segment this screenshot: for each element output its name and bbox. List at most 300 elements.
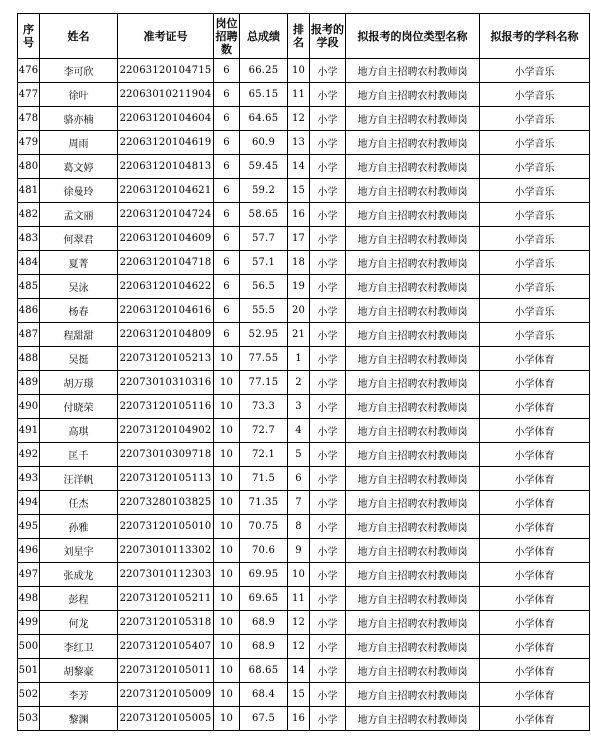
cell-subject: 小学体育 bbox=[480, 659, 590, 683]
cell-stage: 小学 bbox=[310, 83, 346, 107]
table-row bbox=[18, 419, 590, 443]
cell-stage: 小学 bbox=[310, 491, 346, 515]
cell-subject: 小学体育 bbox=[480, 587, 590, 611]
table-body bbox=[18, 59, 590, 731]
cell-position-type: 地方自主招聘农村教师岗 bbox=[346, 443, 480, 467]
cell-ticket: 22073120105116 bbox=[118, 395, 214, 419]
cell-rank: 12 bbox=[288, 635, 310, 659]
cell-stage: 小学 bbox=[310, 611, 346, 635]
table-row bbox=[18, 683, 590, 707]
cell-ticket: 22073120105113 bbox=[118, 467, 214, 491]
cell-position-type: 地方自主招聘农村教师岗 bbox=[346, 371, 480, 395]
cell-seq: 495 bbox=[18, 515, 40, 539]
cell-ticket: 22063120104724 bbox=[118, 203, 214, 227]
cell-rank: 11 bbox=[288, 83, 310, 107]
cell-ticket: 22073120104902 bbox=[118, 419, 214, 443]
cell-position-type: 地方自主招聘农村教师岗 bbox=[346, 131, 480, 155]
cell-subject: 小学体育 bbox=[480, 371, 590, 395]
table-row bbox=[18, 107, 590, 131]
table-row bbox=[18, 539, 590, 563]
cell-quota: 10 bbox=[214, 707, 240, 731]
cell-score: 71.35 bbox=[240, 491, 288, 515]
cell-score: 55.5 bbox=[240, 299, 288, 323]
cell-ticket: 22063120104621 bbox=[118, 179, 214, 203]
cell-quota: 6 bbox=[214, 155, 240, 179]
table-row bbox=[18, 395, 590, 419]
cell-seq: 499 bbox=[18, 611, 40, 635]
cell-stage: 小学 bbox=[310, 515, 346, 539]
cell-score: 72.7 bbox=[240, 419, 288, 443]
cell-subject: 小学体育 bbox=[480, 419, 590, 443]
cell-quota: 6 bbox=[214, 251, 240, 275]
cell-quota: 10 bbox=[214, 659, 240, 683]
cell-stage: 小学 bbox=[310, 659, 346, 683]
cell-name: 孟文丽 bbox=[40, 203, 118, 227]
cell-subject: 小学音乐 bbox=[480, 203, 590, 227]
cell-score: 70.6 bbox=[240, 539, 288, 563]
cell-stage: 小学 bbox=[310, 467, 346, 491]
cell-rank: 14 bbox=[288, 155, 310, 179]
cell-rank: 15 bbox=[288, 179, 310, 203]
table-row bbox=[18, 59, 590, 83]
cell-rank: 15 bbox=[288, 683, 310, 707]
cell-quota: 10 bbox=[214, 683, 240, 707]
cell-score: 73.3 bbox=[240, 395, 288, 419]
table-row bbox=[18, 491, 590, 515]
cell-score: 71.5 bbox=[240, 467, 288, 491]
table-row bbox=[18, 635, 590, 659]
cell-seq: 485 bbox=[18, 275, 40, 299]
cell-ticket: 22063120104619 bbox=[118, 131, 214, 155]
cell-name: 徐曼玲 bbox=[40, 179, 118, 203]
cell-quota: 10 bbox=[214, 491, 240, 515]
cell-quota: 10 bbox=[214, 563, 240, 587]
header-ticket-text: 准考证号 bbox=[143, 29, 188, 43]
cell-seq: 480 bbox=[18, 155, 40, 179]
cell-position-type: 地方自主招聘农村教师岗 bbox=[346, 59, 480, 83]
cell-rank: 16 bbox=[288, 707, 310, 731]
cell-position-type: 地方自主招聘农村教师岗 bbox=[346, 707, 480, 731]
header-subject-text: 拟报考的学科名称 bbox=[490, 29, 579, 43]
cell-seq: 486 bbox=[18, 299, 40, 323]
cell-position-type: 地方自主招聘农村教师岗 bbox=[346, 107, 480, 131]
cell-name: 徐叶 bbox=[40, 83, 118, 107]
cell-name: 任杰 bbox=[40, 491, 118, 515]
cell-score: 77.55 bbox=[240, 347, 288, 371]
cell-ticket: 22063120104718 bbox=[118, 251, 214, 275]
cell-name: 李芳 bbox=[40, 683, 118, 707]
cell-position-type: 地方自主招聘农村教师岗 bbox=[346, 611, 480, 635]
cell-seq: 496 bbox=[18, 539, 40, 563]
cell-quota: 6 bbox=[214, 59, 240, 83]
table-row bbox=[18, 443, 590, 467]
cell-score: 69.95 bbox=[240, 563, 288, 587]
cell-ticket: 22063120104813 bbox=[118, 155, 214, 179]
table-row bbox=[18, 659, 590, 683]
cell-position-type: 地方自主招聘农村教师岗 bbox=[346, 515, 480, 539]
cell-position-type: 地方自主招聘农村教师岗 bbox=[346, 203, 480, 227]
cell-rank: 21 bbox=[288, 323, 310, 347]
cell-quota: 10 bbox=[214, 419, 240, 443]
cell-name: 匡千 bbox=[40, 443, 118, 467]
cell-name: 吴挺 bbox=[40, 347, 118, 371]
header-ticket bbox=[118, 14, 214, 59]
cell-subject: 小学体育 bbox=[480, 539, 590, 563]
cell-quota: 10 bbox=[214, 539, 240, 563]
cell-seq: 501 bbox=[18, 659, 40, 683]
cell-position-type: 地方自主招聘农村教师岗 bbox=[346, 563, 480, 587]
cell-seq: 481 bbox=[18, 179, 40, 203]
table-row bbox=[18, 155, 590, 179]
cell-subject: 小学体育 bbox=[480, 611, 590, 635]
cell-ticket: 22063120104609 bbox=[118, 227, 214, 251]
cell-stage: 小学 bbox=[310, 395, 346, 419]
cell-rank: 1 bbox=[288, 347, 310, 371]
cell-name: 胡万璟 bbox=[40, 371, 118, 395]
cell-stage: 小学 bbox=[310, 179, 346, 203]
cell-score: 65.15 bbox=[240, 83, 288, 107]
cell-score: 58.65 bbox=[240, 203, 288, 227]
cell-stage: 小学 bbox=[310, 227, 346, 251]
cell-subject: 小学音乐 bbox=[480, 131, 590, 155]
cell-ticket: 22063120104809 bbox=[118, 323, 214, 347]
cell-subject: 小学音乐 bbox=[480, 83, 590, 107]
cell-seq: 491 bbox=[18, 419, 40, 443]
cell-subject: 小学音乐 bbox=[480, 179, 590, 203]
cell-rank: 19 bbox=[288, 275, 310, 299]
cell-ticket: 22063120104715 bbox=[118, 59, 214, 83]
cell-quota: 10 bbox=[214, 443, 240, 467]
cell-name: 骆亦楠 bbox=[40, 107, 118, 131]
cell-quota: 10 bbox=[214, 395, 240, 419]
cell-score: 68.9 bbox=[240, 635, 288, 659]
cell-name: 汪洋帆 bbox=[40, 467, 118, 491]
cell-score: 57.7 bbox=[240, 227, 288, 251]
cell-position-type: 地方自主招聘农村教师岗 bbox=[346, 467, 480, 491]
header-quota bbox=[214, 14, 240, 59]
table-row bbox=[18, 467, 590, 491]
cell-quota: 10 bbox=[214, 587, 240, 611]
cell-rank: 2 bbox=[288, 371, 310, 395]
cell-name: 刘星宇 bbox=[40, 539, 118, 563]
cell-position-type: 地方自主招聘农村教师岗 bbox=[346, 491, 480, 515]
cell-score: 72.1 bbox=[240, 443, 288, 467]
cell-stage: 小学 bbox=[310, 347, 346, 371]
cell-subject: 小学体育 bbox=[480, 515, 590, 539]
cell-ticket: 22063120104616 bbox=[118, 299, 214, 323]
cell-name: 高琪 bbox=[40, 419, 118, 443]
cell-seq: 493 bbox=[18, 467, 40, 491]
cell-ticket: 22063010211904 bbox=[118, 83, 214, 107]
cell-ticket: 22073120105005 bbox=[118, 707, 214, 731]
cell-seq: 492 bbox=[18, 443, 40, 467]
cell-rank: 12 bbox=[288, 611, 310, 635]
cell-stage: 小学 bbox=[310, 371, 346, 395]
cell-ticket: 22073120105009 bbox=[118, 683, 214, 707]
cell-score: 59.45 bbox=[240, 155, 288, 179]
cell-position-type: 地方自主招聘农村教师岗 bbox=[346, 251, 480, 275]
cell-stage: 小学 bbox=[310, 635, 346, 659]
cell-rank: 17 bbox=[288, 227, 310, 251]
header-name-text: 姓名 bbox=[67, 29, 90, 43]
cell-subject: 小学音乐 bbox=[480, 227, 590, 251]
cell-position-type: 地方自主招聘农村教师岗 bbox=[346, 179, 480, 203]
cell-stage: 小学 bbox=[310, 59, 346, 83]
cell-stage: 小学 bbox=[310, 587, 346, 611]
cell-quota: 6 bbox=[214, 179, 240, 203]
cell-quota: 6 bbox=[214, 107, 240, 131]
table-row bbox=[18, 707, 590, 731]
cell-name: 李红卫 bbox=[40, 635, 118, 659]
cell-score: 60.9 bbox=[240, 131, 288, 155]
cell-rank: 14 bbox=[288, 659, 310, 683]
cell-name: 李可欣 bbox=[40, 59, 118, 83]
cell-subject: 小学音乐 bbox=[480, 251, 590, 275]
header-rank-text: 排 名 bbox=[293, 23, 304, 49]
cell-score: 56.5 bbox=[240, 275, 288, 299]
cell-rank: 7 bbox=[288, 491, 310, 515]
cell-score: 77.15 bbox=[240, 371, 288, 395]
header-rank bbox=[288, 14, 310, 59]
cell-rank: 9 bbox=[288, 539, 310, 563]
table-row bbox=[18, 371, 590, 395]
cell-stage: 小学 bbox=[310, 275, 346, 299]
cell-name: 葛文婷 bbox=[40, 155, 118, 179]
cell-stage: 小学 bbox=[310, 323, 346, 347]
table-row bbox=[18, 251, 590, 275]
cell-rank: 13 bbox=[288, 131, 310, 155]
cell-rank: 10 bbox=[288, 563, 310, 587]
cell-name: 孙雅 bbox=[40, 515, 118, 539]
cell-position-type: 地方自主招聘农村教师岗 bbox=[346, 419, 480, 443]
cell-ticket: 22073280103825 bbox=[118, 491, 214, 515]
cell-name: 吴泳 bbox=[40, 275, 118, 299]
cell-ticket: 22073120105407 bbox=[118, 635, 214, 659]
cell-ticket: 22073120105318 bbox=[118, 611, 214, 635]
cell-quota: 6 bbox=[214, 323, 240, 347]
table-row bbox=[18, 131, 590, 155]
cell-position-type: 地方自主招聘农村教师岗 bbox=[346, 635, 480, 659]
cell-name: 何翠君 bbox=[40, 227, 118, 251]
table-row bbox=[18, 275, 590, 299]
header-name bbox=[40, 14, 118, 59]
cell-ticket: 22073010113302 bbox=[118, 539, 214, 563]
table-row bbox=[18, 299, 590, 323]
cell-stage: 小学 bbox=[310, 131, 346, 155]
cell-name: 付晓荣 bbox=[40, 395, 118, 419]
cell-ticket: 22073010310316 bbox=[118, 371, 214, 395]
cell-name: 杨春 bbox=[40, 299, 118, 323]
cell-stage: 小学 bbox=[310, 203, 346, 227]
cell-name: 黎渊 bbox=[40, 707, 118, 731]
cell-stage: 小学 bbox=[310, 443, 346, 467]
cell-seq: 487 bbox=[18, 323, 40, 347]
header-row bbox=[18, 14, 590, 59]
cell-subject: 小学音乐 bbox=[480, 275, 590, 299]
cell-subject: 小学体育 bbox=[480, 443, 590, 467]
cell-name: 何龙 bbox=[40, 611, 118, 635]
cell-seq: 488 bbox=[18, 347, 40, 371]
cell-rank: 16 bbox=[288, 203, 310, 227]
cell-subject: 小学体育 bbox=[480, 707, 590, 731]
results-table-container bbox=[17, 13, 590, 731]
cell-name: 胡黎豪 bbox=[40, 659, 118, 683]
cell-stage: 小学 bbox=[310, 251, 346, 275]
cell-quota: 6 bbox=[214, 131, 240, 155]
cell-score: 68.4 bbox=[240, 683, 288, 707]
cell-rank: 6 bbox=[288, 467, 310, 491]
header-quota-text: 岗位 招聘 数 bbox=[215, 16, 238, 56]
cell-position-type: 地方自主招聘农村教师岗 bbox=[346, 395, 480, 419]
cell-seq: 502 bbox=[18, 683, 40, 707]
cell-rank: 8 bbox=[288, 515, 310, 539]
cell-subject: 小学体育 bbox=[480, 683, 590, 707]
table-row bbox=[18, 203, 590, 227]
table-row bbox=[18, 587, 590, 611]
cell-position-type: 地方自主招聘农村教师岗 bbox=[346, 587, 480, 611]
cell-quota: 10 bbox=[214, 467, 240, 491]
cell-score: 68.9 bbox=[240, 611, 288, 635]
cell-subject: 小学体育 bbox=[480, 491, 590, 515]
cell-stage: 小学 bbox=[310, 107, 346, 131]
cell-seq: 484 bbox=[18, 251, 40, 275]
cell-subject: 小学音乐 bbox=[480, 299, 590, 323]
cell-subject: 小学体育 bbox=[480, 347, 590, 371]
cell-score: 57.1 bbox=[240, 251, 288, 275]
cell-quota: 6 bbox=[214, 203, 240, 227]
cell-stage: 小学 bbox=[310, 707, 346, 731]
cell-quota: 10 bbox=[214, 515, 240, 539]
header-seq bbox=[18, 14, 40, 59]
cell-position-type: 地方自主招聘农村教师岗 bbox=[346, 83, 480, 107]
table-row bbox=[18, 611, 590, 635]
cell-subject: 小学体育 bbox=[480, 563, 590, 587]
cell-position-type: 地方自主招聘农村教师岗 bbox=[346, 299, 480, 323]
cell-seq: 478 bbox=[18, 107, 40, 131]
table-row bbox=[18, 83, 590, 107]
cell-position-type: 地方自主招聘农村教师岗 bbox=[346, 347, 480, 371]
cell-position-type: 地方自主招聘农村教师岗 bbox=[346, 155, 480, 179]
cell-quota: 10 bbox=[214, 347, 240, 371]
cell-subject: 小学体育 bbox=[480, 395, 590, 419]
header-stage-text: 报考的 学段 bbox=[311, 23, 344, 49]
cell-ticket: 22073010112303 bbox=[118, 563, 214, 587]
cell-subject: 小学音乐 bbox=[480, 59, 590, 83]
cell-seq: 482 bbox=[18, 203, 40, 227]
cell-score: 64.65 bbox=[240, 107, 288, 131]
cell-score: 69.65 bbox=[240, 587, 288, 611]
cell-ticket: 22073120105213 bbox=[118, 347, 214, 371]
cell-rank: 10 bbox=[288, 59, 310, 83]
cell-seq: 494 bbox=[18, 491, 40, 515]
cell-name: 周雨 bbox=[40, 131, 118, 155]
cell-stage: 小学 bbox=[310, 539, 346, 563]
table-row bbox=[18, 323, 590, 347]
cell-seq: 489 bbox=[18, 371, 40, 395]
cell-quota: 6 bbox=[214, 83, 240, 107]
cell-rank: 3 bbox=[288, 395, 310, 419]
table-row bbox=[18, 347, 590, 371]
header-seq-text: 序 号 bbox=[23, 23, 34, 49]
cell-quota: 10 bbox=[214, 371, 240, 395]
cell-stage: 小学 bbox=[310, 563, 346, 587]
table-row bbox=[18, 515, 590, 539]
cell-score: 59.2 bbox=[240, 179, 288, 203]
cell-ticket: 22073010309718 bbox=[118, 443, 214, 467]
header-position-type-text: 拟报考的岗位类型名称 bbox=[357, 29, 468, 43]
header-score bbox=[240, 14, 288, 59]
cell-rank: 5 bbox=[288, 443, 310, 467]
cell-position-type: 地方自主招聘农村教师岗 bbox=[346, 539, 480, 563]
table-row bbox=[18, 179, 590, 203]
table-row bbox=[18, 227, 590, 251]
header-subject bbox=[480, 14, 590, 59]
cell-subject: 小学体育 bbox=[480, 467, 590, 491]
cell-subject: 小学音乐 bbox=[480, 323, 590, 347]
cell-quota: 6 bbox=[214, 275, 240, 299]
cell-position-type: 地方自主招聘农村教师岗 bbox=[346, 227, 480, 251]
cell-position-type: 地方自主招聘农村教师岗 bbox=[346, 659, 480, 683]
cell-score: 67.5 bbox=[240, 707, 288, 731]
cell-quota: 6 bbox=[214, 227, 240, 251]
cell-ticket: 22073120105211 bbox=[118, 587, 214, 611]
cell-seq: 497 bbox=[18, 563, 40, 587]
header-stage bbox=[310, 14, 346, 59]
table-row bbox=[18, 563, 590, 587]
cell-stage: 小学 bbox=[310, 299, 346, 323]
cell-subject: 小学音乐 bbox=[480, 107, 590, 131]
cell-name: 夏菁 bbox=[40, 251, 118, 275]
cell-name: 张成龙 bbox=[40, 563, 118, 587]
cell-seq: 498 bbox=[18, 587, 40, 611]
cell-subject: 小学体育 bbox=[480, 635, 590, 659]
cell-rank: 20 bbox=[288, 299, 310, 323]
header-score-text: 总成绩 bbox=[247, 29, 280, 43]
cell-seq: 500 bbox=[18, 635, 40, 659]
cell-quota: 10 bbox=[214, 635, 240, 659]
cell-rank: 12 bbox=[288, 107, 310, 131]
cell-name: 彭程 bbox=[40, 587, 118, 611]
cell-score: 66.25 bbox=[240, 59, 288, 83]
results-table bbox=[17, 13, 590, 731]
header-position-type bbox=[346, 14, 480, 59]
cell-seq: 490 bbox=[18, 395, 40, 419]
cell-rank: 11 bbox=[288, 587, 310, 611]
cell-position-type: 地方自主招聘农村教师岗 bbox=[346, 683, 480, 707]
cell-ticket: 22073120105010 bbox=[118, 515, 214, 539]
cell-rank: 18 bbox=[288, 251, 310, 275]
table-header bbox=[18, 14, 590, 59]
cell-seq: 483 bbox=[18, 227, 40, 251]
cell-score: 52.95 bbox=[240, 323, 288, 347]
cell-seq: 476 bbox=[18, 59, 40, 83]
cell-score: 70.75 bbox=[240, 515, 288, 539]
cell-ticket: 22063120104622 bbox=[118, 275, 214, 299]
cell-stage: 小学 bbox=[310, 419, 346, 443]
cell-position-type: 地方自主招聘农村教师岗 bbox=[346, 323, 480, 347]
cell-ticket: 22073120105011 bbox=[118, 659, 214, 683]
cell-subject: 小学音乐 bbox=[480, 155, 590, 179]
cell-position-type: 地方自主招聘农村教师岗 bbox=[346, 275, 480, 299]
cell-score: 68.65 bbox=[240, 659, 288, 683]
cell-seq: 479 bbox=[18, 131, 40, 155]
cell-stage: 小学 bbox=[310, 155, 346, 179]
cell-name: 程甜甜 bbox=[40, 323, 118, 347]
cell-stage: 小学 bbox=[310, 683, 346, 707]
cell-seq: 503 bbox=[18, 707, 40, 731]
cell-quota: 10 bbox=[214, 611, 240, 635]
cell-ticket: 22063120104604 bbox=[118, 107, 214, 131]
